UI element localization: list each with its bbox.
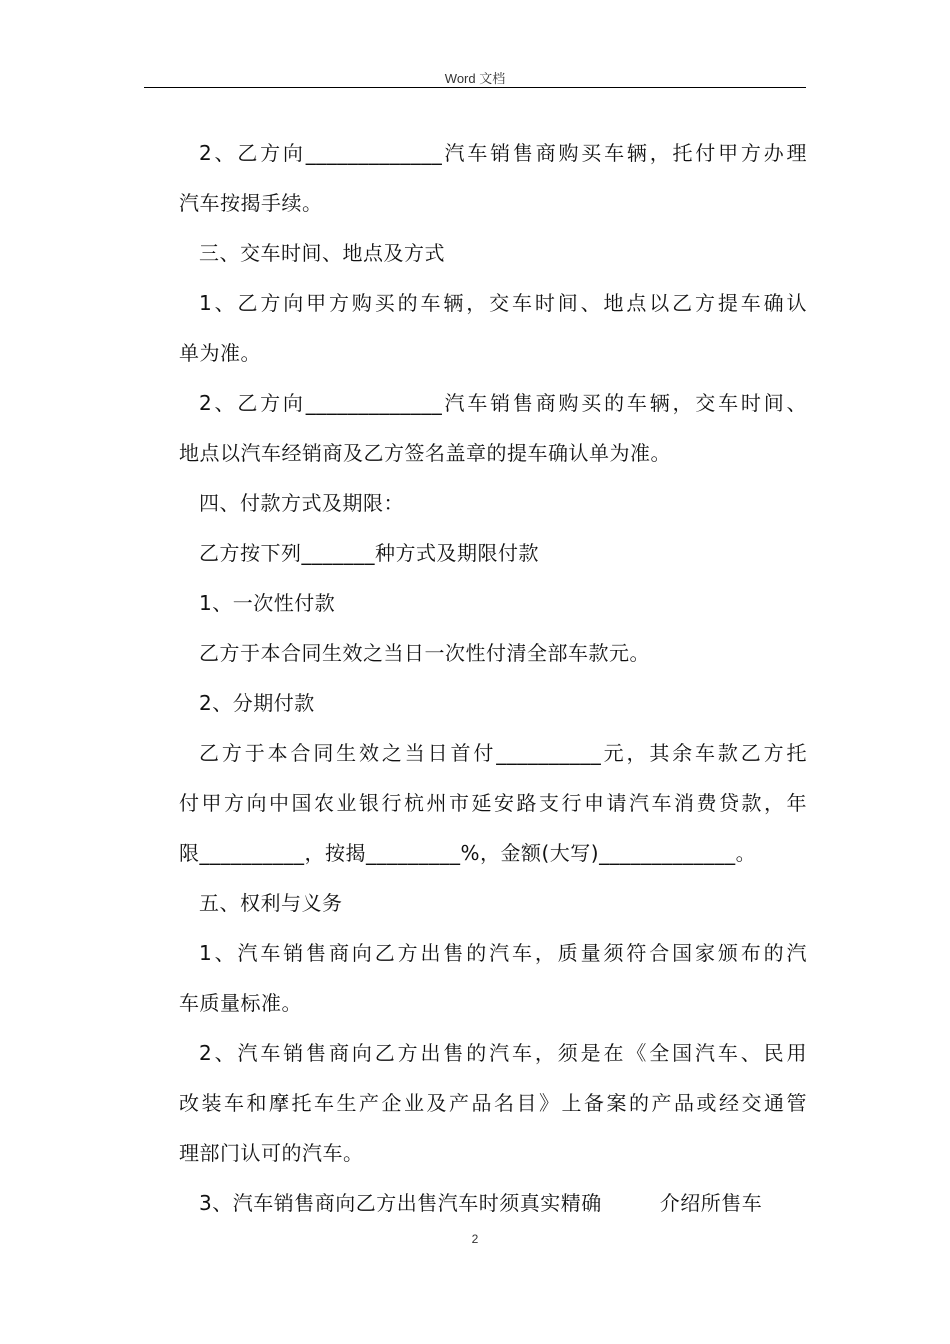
paragraph-line: 1、一次性付款 [199, 591, 336, 615]
paragraph-line [179, 1178, 807, 1228]
paragraph-line: 改装车和摩托车生产企业及产品名目》上备案的产品或经交通管 [179, 1091, 807, 1115]
paragraph-line: 2、分期付款 [199, 691, 315, 715]
paragraph-line: 付甲方向中国农业银行杭州市延安路支行申请汽车消费贷款，年 [179, 791, 807, 815]
section-heading: 三、交车时间、地点及方式 [199, 241, 445, 265]
paragraph-line-part: 介绍所售车 [659, 1191, 763, 1215]
document-body [179, 128, 807, 1228]
section-heading: 五、权利与义务 [199, 891, 343, 915]
paragraph-line: 1、乙方向甲方购买的车辆，交车时间、地点以乙方提车确认 [199, 291, 807, 315]
paragraph-line: 汽车按揭手续。 [179, 191, 323, 215]
paragraph-line: 乙方按下列_______种方式及期限付款 [199, 541, 539, 565]
paragraph-line: 理部门认可的汽车。 [179, 1141, 364, 1165]
paragraph-line: 乙方于本合同生效之当日一次性付清全部车款元。 [199, 641, 650, 665]
paragraph-line: 2、汽车销售商向乙方出售的汽车，须是在《全国汽车、民用 [199, 1041, 807, 1065]
page-number: 2 [471, 1232, 479, 1246]
paragraph-line-part: 3、汽车销售商向乙方出售汽车时须真实精确 [199, 1191, 602, 1215]
paragraph-line: 2、乙方向_____________汽车销售商购买车辆，托付甲方办理 [199, 141, 807, 165]
paragraph-line: 2、乙方向_____________汽车销售商购买的车辆，交车时间、 [199, 391, 807, 415]
paragraph-line: 单为准。 [179, 341, 261, 365]
page-header: Word 文档 [444, 71, 506, 86]
paragraph-line: 车质量标准。 [179, 991, 302, 1015]
paragraph-line: 1、汽车销售商向乙方出售的汽车，质量须符合国家颁布的汽 [199, 941, 807, 965]
section-heading: 四、付款方式及期限： [199, 491, 404, 515]
paragraph-line: 限__________，按揭_________%，金额(大写)_____________。 [179, 841, 757, 865]
paragraph-line: 乙方于本合同生效之当日首付__________元，其余车款乙方托 [199, 741, 807, 765]
header-divider [144, 87, 806, 88]
paragraph-line: 地点以汽车经销商及乙方签名盖章的提车确认单为准。 [179, 441, 671, 465]
